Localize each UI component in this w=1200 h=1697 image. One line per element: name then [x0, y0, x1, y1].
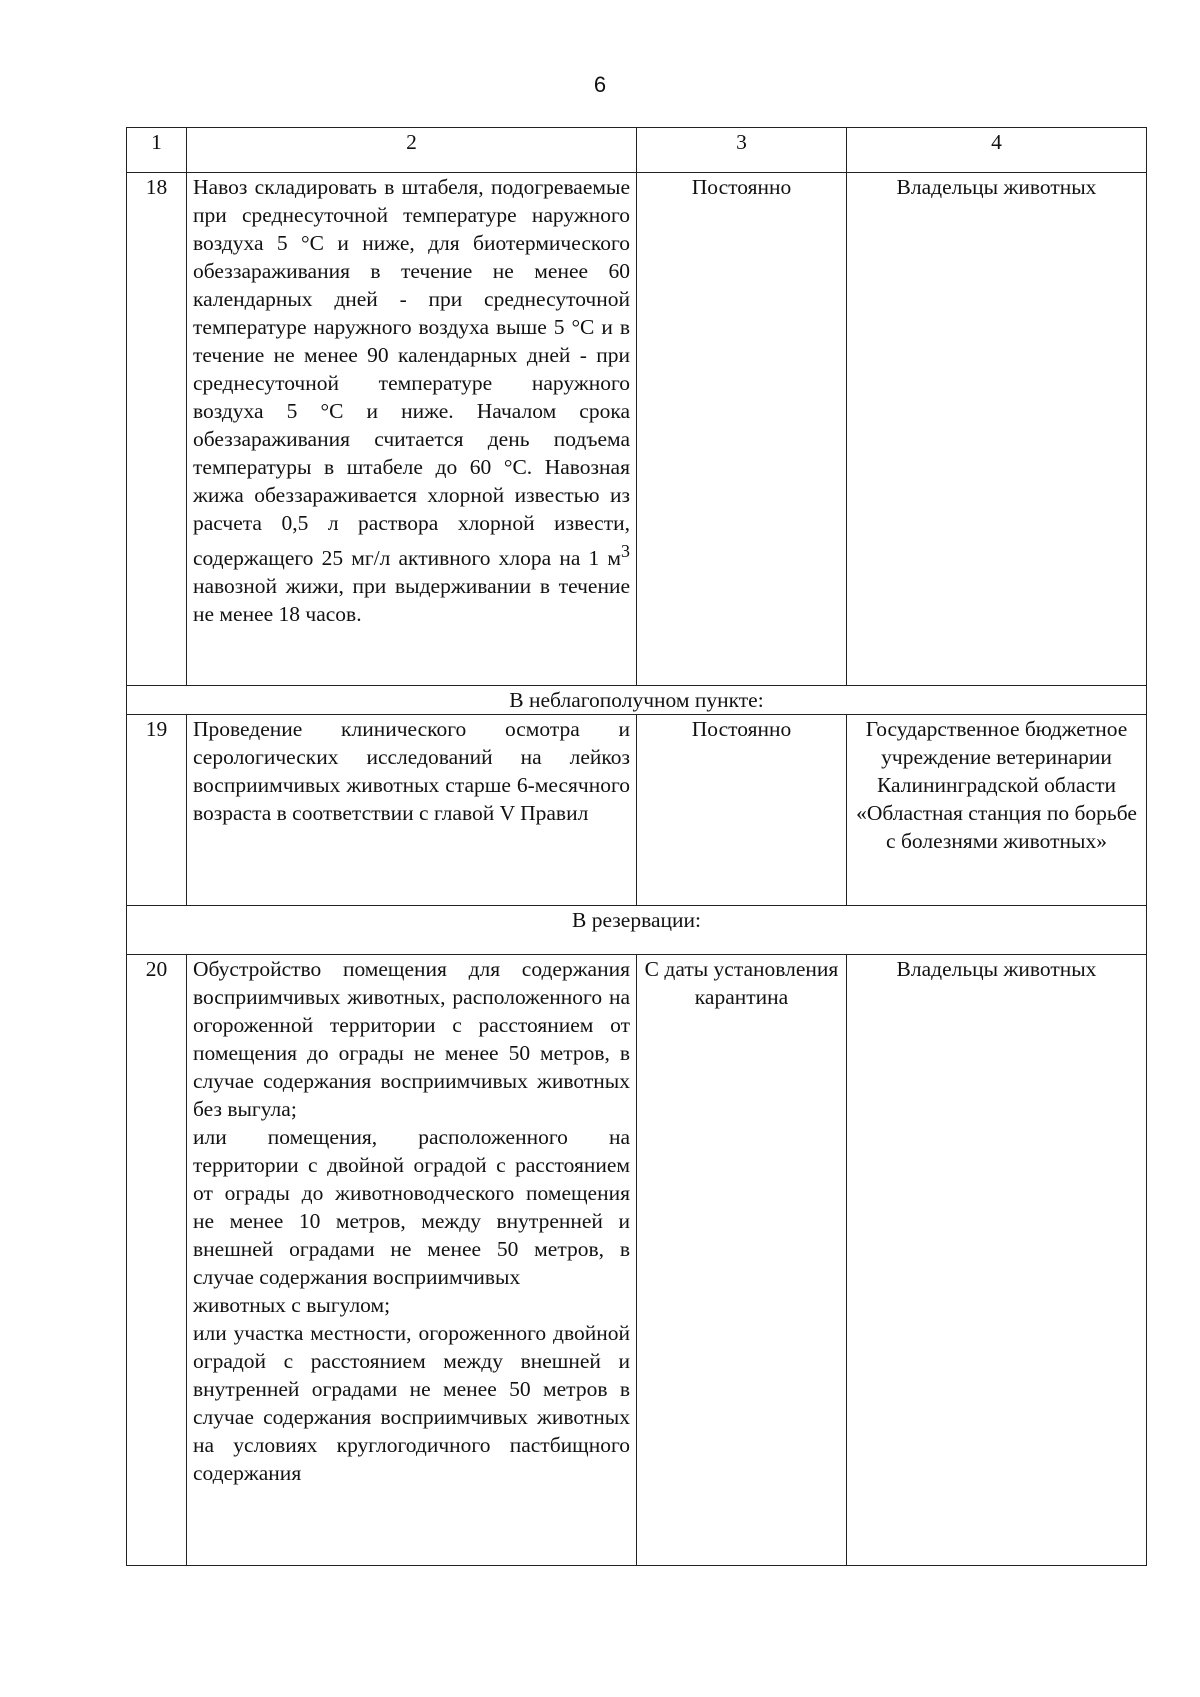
- measure-text-tail: навозной жижи, при выдерживании в течение не менее 18 часов.: [193, 574, 630, 627]
- measure-text: Проведение клинического осмотра и серологических исследований на лейкоз восприимчивых животных старше 6-месячного возраста в соответствии с главой V Правил: [187, 715, 637, 906]
- row-number: 19: [127, 715, 187, 906]
- table-header-row: [127, 128, 1147, 173]
- measure-paragraph: Обустройство помещения для содержания восприимчивых животных, расположенного на огороженной территории с расстоянием от помещения до ограды не менее 50 метров, в случае содержания восприимчивых животных без выгула;: [193, 957, 630, 1121]
- header-col-4: 4: [847, 128, 1147, 173]
- measures-table: [126, 127, 1147, 1566]
- measure-paragraph: или помещения, расположенного на территории с двойной оградой с расстоянием от ограды до животноводческого помещения не менее 10 метров, между внутренней и внешней оградами не менее 50 метров, в случае содержания восприимчивых: [193, 1125, 630, 1289]
- page-number: 6: [593, 72, 607, 97]
- table-row: [127, 173, 1147, 686]
- section-row: [127, 686, 1147, 715]
- table-row: [127, 715, 1147, 906]
- term-cell: Постоянно: [637, 173, 847, 686]
- measure-text-main: Навоз складировать в штабеля, подогреваемые при среднесуточной температуре наружного воздуха 5 °С и ниже, для биотермического обеззараживания в течение не менее 60 календарных дней - при среднесуточной температуре наружного воздуха выше 5 °С и в течение не менее 90 календарных дней - при среднесуточной температуре наружного воздуха 5 °С и ниже. Началом срока обеззараживания считается день подъема температуры в штабеле до 60 °С. Навозная жижа обеззараживается хлорной известью из расчета 0,5 л раствора хлорной извести, содержащего 25 мг/л активного хлора на 1 м: [193, 175, 630, 571]
- superscript: 3: [621, 541, 630, 561]
- row-number: 18: [127, 173, 187, 686]
- responsible-cell: Государственное бюджетное учреждение ветеринарии Калининградской области «Областная станция по борьбе с болезнями животных»: [847, 715, 1147, 906]
- measure-text: [187, 955, 637, 1566]
- header-col-1: 1: [127, 128, 187, 173]
- section-row: [127, 906, 1147, 955]
- header-col-2: 2: [187, 128, 637, 173]
- header-col-3: 3: [637, 128, 847, 173]
- table-row: [127, 955, 1147, 1566]
- responsible-cell: Владельцы животных: [847, 173, 1147, 686]
- measure-paragraph: или участка местности, огороженного двойной оградой с расстоянием между внешней и внутренней оградами не менее 50 метров в случае содержания восприимчивых животных на условиях круглогодичного пастбищного содержания: [193, 1321, 630, 1485]
- section-heading: В резервации:: [127, 906, 1147, 955]
- section-heading: В неблагополучном пункте:: [127, 686, 1147, 715]
- measure-paragraph: животных с выгулом;: [193, 1293, 391, 1317]
- responsible-cell: Владельцы животных: [847, 955, 1147, 1566]
- term-cell: С даты установления карантина: [637, 955, 847, 1566]
- measure-text: [187, 173, 637, 686]
- term-cell: Постоянно: [637, 715, 847, 906]
- row-number: 20: [127, 955, 187, 1566]
